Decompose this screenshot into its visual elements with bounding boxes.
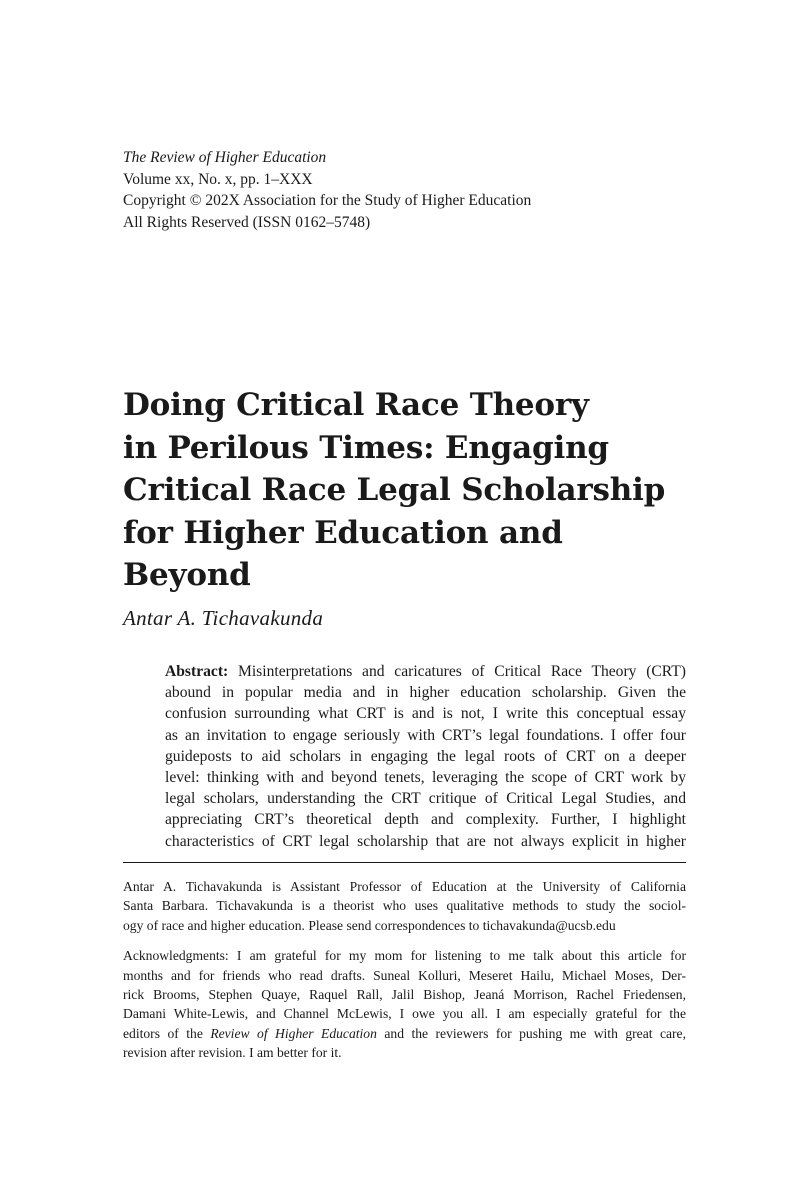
abstract-line: appreciating CRT’s theoretical depth and complexity. Further, I highlight (165, 811, 686, 829)
author-bio-line: Antar A. Tichavakunda is Assistant Professor of Education at the University of California (123, 879, 686, 894)
title-line: in Perilous Times: Engaging (123, 429, 609, 466)
footnote-divider (123, 862, 686, 863)
abstract (165, 661, 686, 852)
abstract-line: confusion surrounding what CRT is and is not, I write this conceptual essay (165, 705, 686, 723)
footnote-spacer (123, 935, 686, 946)
abstract-line (165, 661, 686, 682)
acknowledgments-line: revision after revision. I am better for it. (123, 1045, 342, 1061)
author-name: Antar A. Tichavakunda (123, 606, 324, 630)
abstract-label: Abstract: (165, 663, 229, 680)
journal-title-italic: Review of Higher Education (210, 1025, 377, 1041)
journal-info (123, 147, 683, 233)
acknowledgments-line: months and for friends who read drafts. Suneal Kolluri, Meseret Hailu, Michael Moses, Der- (123, 967, 686, 983)
author-bio-line: ogy of race and higher education. Please send correspondences to tichavakunda@ucsb.edu (123, 917, 616, 933)
acknowledgments-line: rick Brooms, Stephen Quaye, Raquel Rall, Jalil Bishop, Jeaná Morrison, Rachel Friedensen, (123, 987, 686, 1003)
acknowledgments-line: Damani White-Lewis, and Channel McLewis, I owe you all. I am especially grateful for the (123, 1006, 686, 1022)
journal-volume: Volume xx, No. x, pp. 1–XXX (123, 170, 313, 188)
abstract-line: characteristics of CRT legal scholarship that are not always explicit in higher (165, 832, 686, 850)
title-line: Critical Race Legal Scholarship (123, 472, 666, 508)
acknowledgments-line: Acknowledgments: I am grateful for my mom for listening to me talk about this article for (123, 948, 686, 964)
abstract-line: as an invitation to engage seriously with CRT’s legal foundations. I offer four (165, 726, 686, 744)
title-line: for Higher Education and (123, 514, 563, 551)
abstract-line: level: thinking with and beyond tenets, leveraging the scope of CRT work by (165, 769, 686, 787)
author-bio-line: Santa Barbara. Tichavakunda is a theorist who uses qualitative methods to study the sociol- (123, 898, 686, 914)
ack-text: editors of the (123, 1025, 211, 1041)
abstract-line: legal scholars, understanding the CRT critique of Critical Legal Studies, and (165, 790, 686, 808)
journal-rights: All Rights Reserved (ISSN 0162–5748) (123, 213, 371, 231)
ack-text: and the reviewers for pushing me with great care, (376, 1025, 686, 1041)
abstract-line: guideposts to aid scholars in engaging the legal roots of CRT on a deeper (165, 747, 686, 765)
abstract-line: abound in popular media and in higher education scholarship. Given the (165, 684, 686, 702)
journal-name: The Review of Higher Education (123, 149, 327, 166)
journal-copyright: Copyright © 202X Association for the Study of Higher Education (123, 192, 532, 209)
title-line: Beyond (123, 557, 251, 593)
title-line: Doing Critical Race Theory (123, 387, 589, 423)
article-title (123, 384, 703, 597)
abstract-text: Misinterpretations and caricatures of Critical Race Theory (CRT) (228, 663, 686, 680)
footnotes (123, 877, 686, 1063)
acknowledgments-line (123, 1024, 686, 1043)
